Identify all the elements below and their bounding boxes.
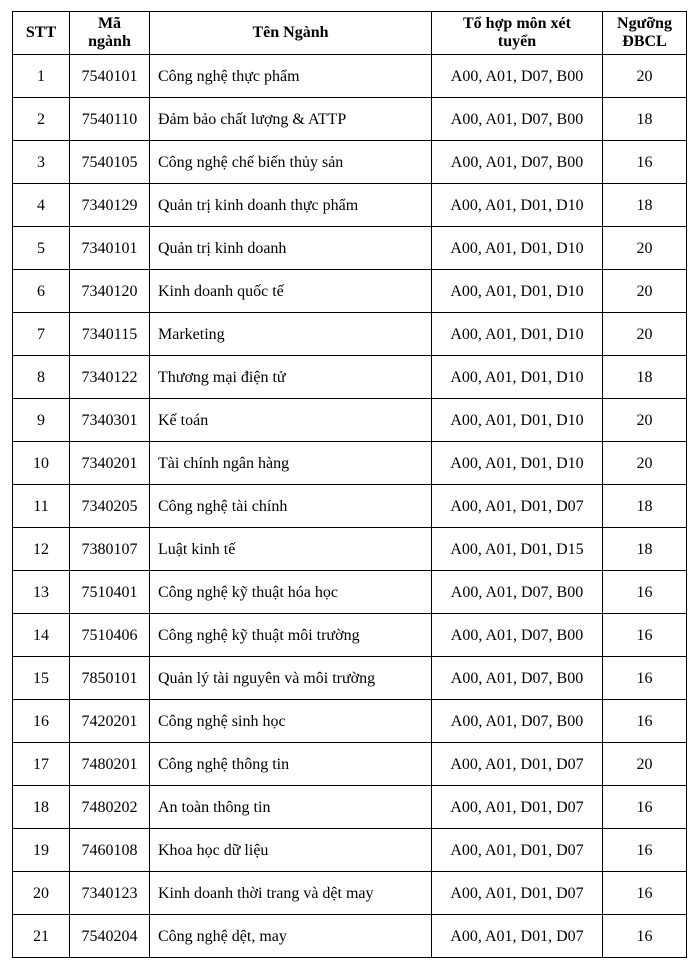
table-header-row — [13, 12, 687, 55]
cell-major-name: Quản trị kinh doanh thực phẩm — [150, 184, 432, 227]
cell-stt: 5 — [13, 227, 70, 270]
cell-major-code: 7850101 — [70, 657, 150, 700]
table-row — [13, 270, 687, 313]
cell-subject-combination: A00, A01, D01, D07 — [432, 485, 603, 528]
cell-major-name: Luật kinh tế — [150, 528, 432, 571]
cell-subject-combination: A00, A01, D01, D10 — [432, 184, 603, 227]
cell-major-name: Kế toán — [150, 399, 432, 442]
cell-stt: 6 — [13, 270, 70, 313]
cell-threshold-score: 16 — [603, 614, 687, 657]
cell-major-name: Đảm bảo chất lượng & ATTP — [150, 98, 432, 141]
cell-subject-combination: A00, A01, D07, B00 — [432, 700, 603, 743]
table-body — [13, 55, 687, 958]
cell-stt: 18 — [13, 786, 70, 829]
cell-major-code: 7340101 — [70, 227, 150, 270]
cell-threshold-score: 20 — [603, 399, 687, 442]
table-row — [13, 700, 687, 743]
cell-major-code: 7340122 — [70, 356, 150, 399]
cell-major-name: Marketing — [150, 313, 432, 356]
table-row — [13, 743, 687, 786]
cell-major-code: 7340201 — [70, 442, 150, 485]
cell-stt: 16 — [13, 700, 70, 743]
cell-threshold-score: 16 — [603, 571, 687, 614]
cell-major-code: 7420201 — [70, 700, 150, 743]
table-row — [13, 184, 687, 227]
cell-stt: 7 — [13, 313, 70, 356]
cell-threshold-score: 18 — [603, 356, 687, 399]
cell-subject-combination: A00, A01, D01, D07 — [432, 786, 603, 829]
cell-major-code: 7340301 — [70, 399, 150, 442]
cell-major-code: 7340129 — [70, 184, 150, 227]
cell-threshold-score: 20 — [603, 270, 687, 313]
cell-major-code: 7380107 — [70, 528, 150, 571]
table-row — [13, 227, 687, 270]
header-score-line2: ĐBCL — [622, 33, 667, 50]
table-row — [13, 485, 687, 528]
cell-threshold-score: 16 — [603, 700, 687, 743]
cell-stt: 9 — [13, 399, 70, 442]
header-stt: STT — [13, 12, 70, 55]
table-row — [13, 915, 687, 958]
cell-threshold-score: 18 — [603, 184, 687, 227]
cell-major-name: Công nghệ chế biến thủy sản — [150, 141, 432, 184]
cell-stt: 4 — [13, 184, 70, 227]
cell-major-name: Công nghệ thực phẩm — [150, 55, 432, 98]
cell-threshold-score: 18 — [603, 98, 687, 141]
header-code-line2: ngành — [88, 33, 131, 50]
cell-subject-combination: A00, A01, D01, D07 — [432, 829, 603, 872]
cell-major-name: Thương mại điện tử — [150, 356, 432, 399]
header-combo — [432, 12, 603, 55]
cell-subject-combination: A00, A01, D01, D07 — [432, 743, 603, 786]
cell-major-code: 7540110 — [70, 98, 150, 141]
cell-subject-combination: A00, A01, D01, D10 — [432, 313, 603, 356]
cell-subject-combination: A00, A01, D01, D07 — [432, 915, 603, 958]
cell-subject-combination: A00, A01, D07, B00 — [432, 614, 603, 657]
table-row — [13, 829, 687, 872]
table-row — [13, 313, 687, 356]
cell-major-name: Quản trị kinh doanh — [150, 227, 432, 270]
cell-major-code: 7340120 — [70, 270, 150, 313]
cell-threshold-score: 20 — [603, 743, 687, 786]
cell-stt: 14 — [13, 614, 70, 657]
header-combo-line1: Tổ hợp môn xét — [463, 15, 571, 32]
cell-threshold-score: 20 — [603, 313, 687, 356]
table-row — [13, 528, 687, 571]
cell-subject-combination: A00, A01, D01, D10 — [432, 399, 603, 442]
cell-stt: 15 — [13, 657, 70, 700]
cell-stt: 11 — [13, 485, 70, 528]
cell-threshold-score: 20 — [603, 227, 687, 270]
table-row — [13, 872, 687, 915]
cell-threshold-score: 16 — [603, 829, 687, 872]
table-row — [13, 571, 687, 614]
cell-stt: 1 — [13, 55, 70, 98]
cell-stt: 12 — [13, 528, 70, 571]
cell-subject-combination: A00, A01, D01, D10 — [432, 356, 603, 399]
cell-major-name: Khoa học dữ liệu — [150, 829, 432, 872]
cell-stt: 8 — [13, 356, 70, 399]
table-row — [13, 657, 687, 700]
cell-stt: 21 — [13, 915, 70, 958]
header-score — [603, 12, 687, 55]
header-name: Tên Ngành — [150, 12, 432, 55]
cell-stt: 13 — [13, 571, 70, 614]
cell-subject-combination: A00, A01, D07, B00 — [432, 141, 603, 184]
cell-stt: 10 — [13, 442, 70, 485]
cell-major-name: An toàn thông tin — [150, 786, 432, 829]
cell-threshold-score: 20 — [603, 442, 687, 485]
cell-major-name: Quản lý tài nguyên và môi trường — [150, 657, 432, 700]
cell-major-code: 7480202 — [70, 786, 150, 829]
cell-major-name: Công nghệ tài chính — [150, 485, 432, 528]
cell-major-code: 7340115 — [70, 313, 150, 356]
cell-major-name: Kinh doanh thời trang và dệt may — [150, 872, 432, 915]
cell-threshold-score: 16 — [603, 141, 687, 184]
cell-threshold-score: 18 — [603, 485, 687, 528]
cell-major-name: Công nghệ dệt, may — [150, 915, 432, 958]
cell-major-code: 7460108 — [70, 829, 150, 872]
cell-major-code: 7340123 — [70, 872, 150, 915]
cell-major-name: Tài chính ngân hàng — [150, 442, 432, 485]
cell-major-name: Công nghệ kỹ thuật môi trường — [150, 614, 432, 657]
cell-threshold-score: 16 — [603, 872, 687, 915]
table-row — [13, 55, 687, 98]
cell-stt: 3 — [13, 141, 70, 184]
cell-stt: 20 — [13, 872, 70, 915]
header-code-line1: Mã — [97, 15, 122, 32]
cell-major-code: 7540101 — [70, 55, 150, 98]
cell-subject-combination: A00, A01, D07, B00 — [432, 55, 603, 98]
cell-threshold-score: 16 — [603, 786, 687, 829]
cell-major-name: Công nghệ kỹ thuật hóa học — [150, 571, 432, 614]
cell-stt: 2 — [13, 98, 70, 141]
cell-threshold-score: 18 — [603, 528, 687, 571]
cell-subject-combination: A00, A01, D01, D15 — [432, 528, 603, 571]
header-combo-line2: tuyển — [497, 33, 537, 50]
table-row — [13, 442, 687, 485]
cell-threshold-score: 16 — [603, 657, 687, 700]
cell-major-name: Công nghệ sinh học — [150, 700, 432, 743]
cell-stt: 19 — [13, 829, 70, 872]
cell-subject-combination: A00, A01, D01, D10 — [432, 270, 603, 313]
cell-subject-combination: A00, A01, D07, B00 — [432, 98, 603, 141]
cell-major-code: 7510406 — [70, 614, 150, 657]
cell-major-code: 7540105 — [70, 141, 150, 184]
cell-major-code: 7480201 — [70, 743, 150, 786]
admission-threshold-table — [12, 11, 687, 958]
table-row — [13, 614, 687, 657]
cell-subject-combination: A00, A01, D01, D07 — [432, 872, 603, 915]
table-row — [13, 356, 687, 399]
cell-major-name: Kinh doanh quốc tế — [150, 270, 432, 313]
cell-subject-combination: A00, A01, D07, B00 — [432, 571, 603, 614]
cell-subject-combination: A00, A01, D01, D10 — [432, 227, 603, 270]
header-code — [70, 12, 150, 55]
table-row — [13, 786, 687, 829]
cell-stt: 17 — [13, 743, 70, 786]
cell-major-code: 7540204 — [70, 915, 150, 958]
cell-major-code: 7510401 — [70, 571, 150, 614]
cell-subject-combination: A00, A01, D07, B00 — [432, 657, 603, 700]
cell-major-code: 7340205 — [70, 485, 150, 528]
cell-major-name: Công nghệ thông tin — [150, 743, 432, 786]
table-row — [13, 399, 687, 442]
table-row — [13, 98, 687, 141]
cell-threshold-score: 20 — [603, 55, 687, 98]
cell-threshold-score: 16 — [603, 915, 687, 958]
cell-subject-combination: A00, A01, D01, D10 — [432, 442, 603, 485]
table-row — [13, 141, 687, 184]
header-score-line1: Ngưỡng — [617, 15, 672, 32]
